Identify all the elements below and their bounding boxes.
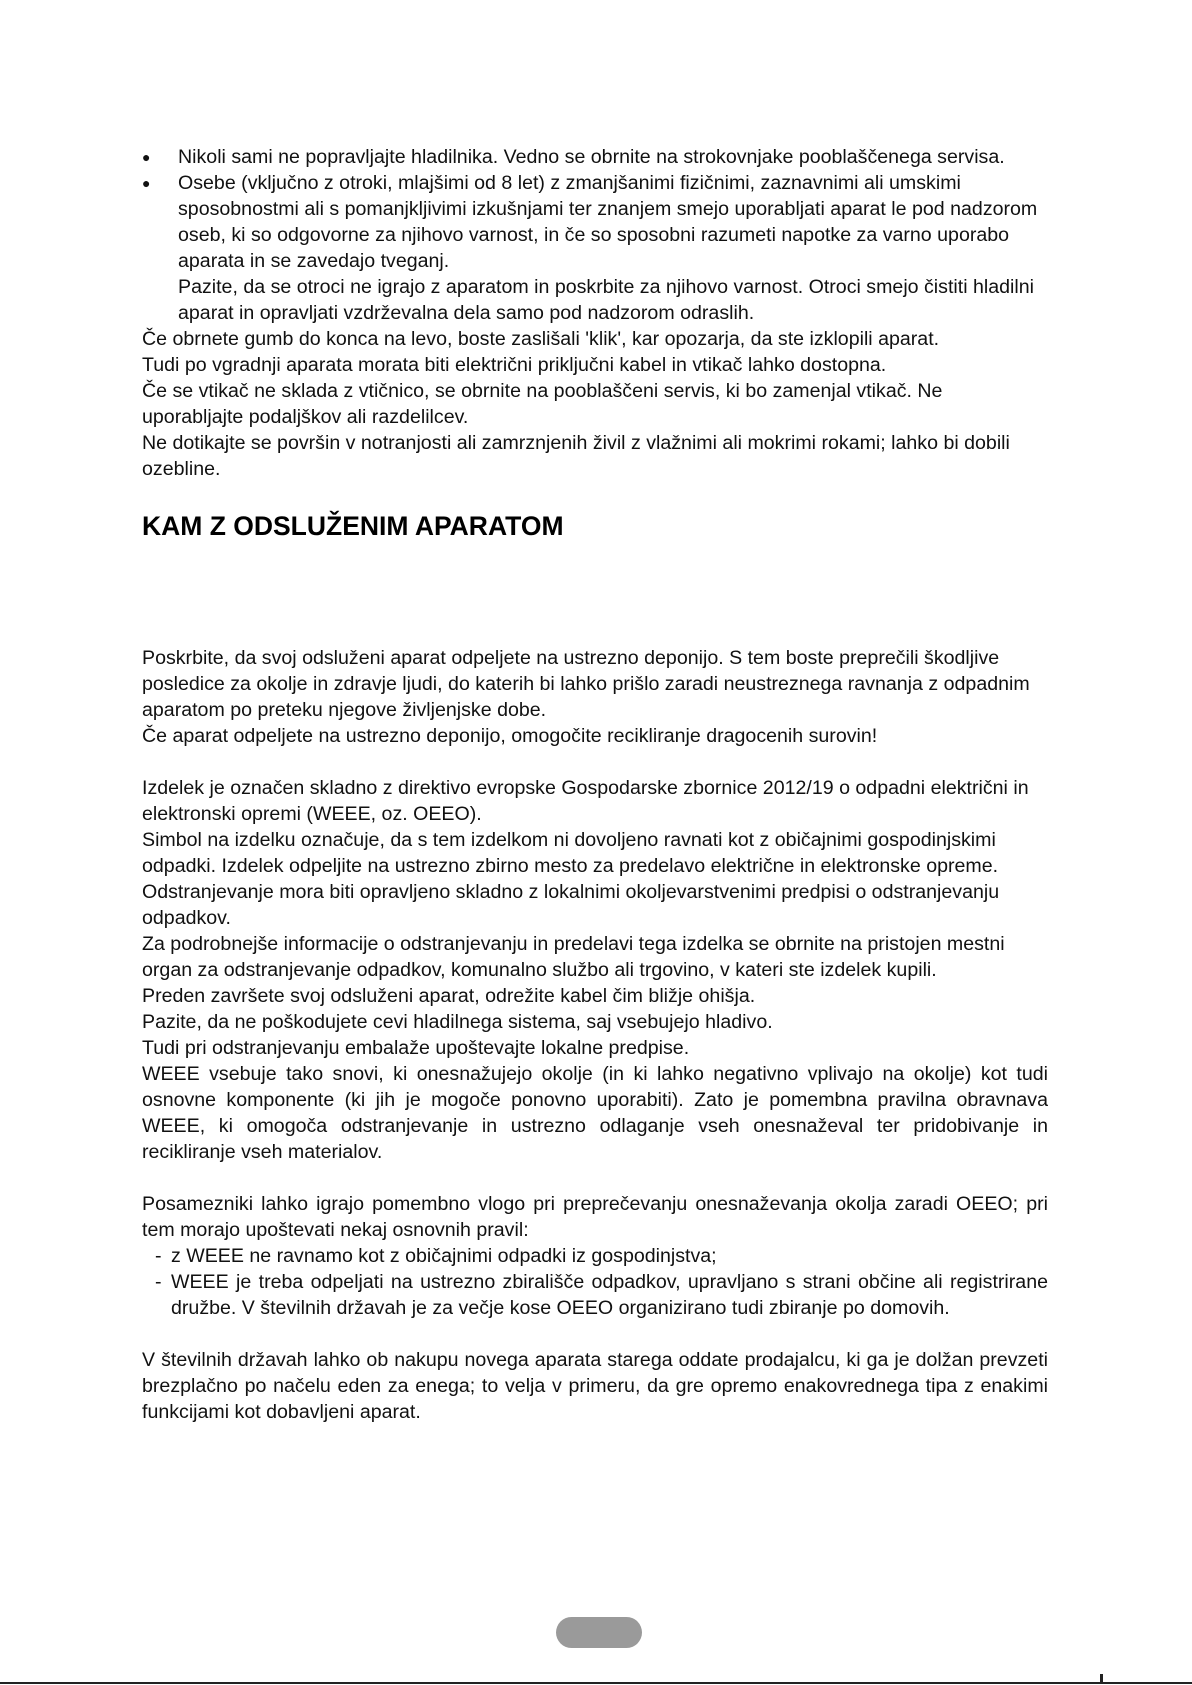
- spacer: [142, 1165, 1048, 1191]
- spacer: [142, 1321, 1048, 1347]
- rule-text: WEEE je treba odpeljati na ustrezno zbirališče odpadkov, upravljano s strani občine ali registrirane družbe. V številnih državah je za večje kose OEEO organizirano tudi zbiranje po domovih.: [171, 1271, 1048, 1319]
- bullet-text: Nikoli sami ne popravljajte hladilnika. Vedno se obrnite na strokovnjake pooblaščenega servisa.: [178, 146, 1005, 168]
- weee-paragraph: Tudi pri odstranjevanju embalaže upoštevajte lokalne predpise.: [142, 1037, 690, 1059]
- weee-contains-paragraph: WEEE vsebuje tako snovi, ki onesnažujejo okolje (in ki lahko negativno vplivajo na okolje) kot tudi osnovne komponente (ki jih je mogoče ponovno uporabiti). Zato je pomembna pravilna obravnava WEEE, ki omogoča odstranjevanje in ustrezno odlaganje vseh onesnaževal ter pridobivanje in recikliranje vseh materialov.: [142, 1063, 1048, 1163]
- disposal-section: [142, 645, 1048, 1425]
- weee-paragraph: Izdelek je označen skladno z direktivo evropske Gospodarske zbornice 2012/19 o odpadni električni in elektronski opremi (WEEE, oz. OEEO).: [142, 777, 1029, 825]
- safety-line: Ne dotikajte se površin v notranjosti ali zamrznjenih živil z vlažnimi ali mokrimi rokami; lahko bi dobili ozebline.: [142, 432, 1010, 480]
- corner-crop-mark: [1100, 1674, 1103, 1682]
- footer-divider: [0, 1682, 1192, 1684]
- rule-text: z WEEE ne ravnamo kot z običajnimi odpadki iz gospodinjstva;: [171, 1245, 717, 1267]
- rule-item: [142, 1243, 1048, 1269]
- bullet-item: [142, 170, 1048, 326]
- individuals-paragraph: Posamezniki lahko igrajo pomembno vlogo pri preprečevanju onesnaževanja okolja zaradi OEEO; pri tem morajo upoštevati nekaj osnovnih pravil:: [142, 1193, 1048, 1241]
- disposal-paragraph: Poskrbite, da svoj odsluženi aparat odpeljete na ustrezno deponijo. S tem boste preprečili škodljive posledice za okolje in zdravje ljudi, do katerih bi lahko prišlo zaradi neustreznega ravnanja z odpadnim aparatom po preteku njegove življenjske dobe.: [142, 647, 1030, 721]
- safety-bullet-list: [142, 144, 1048, 326]
- disposal-paragraph: Če aparat odpeljete na ustrezno deponijo, omogočite recikliranje dragocenih surovin!: [142, 725, 878, 747]
- weee-paragraph: Simbol na izdelku označuje, da s tem izdelkom ni dovoljeno ravnati kot z običajnimi gospodinjskimi odpadki. Izdelek odpeljite na ustrezno zbirno mesto za predelavo električne in elektronske opreme.: [142, 829, 999, 877]
- weee-paragraph: Za podrobnejše informacije o odstranjevanju in predelavi tega izdelka se obrnite na pristojen mestni organ za odstranjevanje odpadkov, komunalno službo ali trgovino, v kateri ste izdelek kupili.: [142, 933, 1005, 981]
- safety-line: Če se vtikač ne sklada z vtičnico, se obrnite na pooblaščeni servis, ki bo zamenjal vtikač. Ne uporabljajte podaljškov ali razdelilcev.: [142, 380, 943, 428]
- safety-line: Tudi po vgradnji aparata morata biti električni priključni kabel in vtikač lahko dostopna.: [142, 354, 887, 376]
- weee-paragraph: Pazite, da ne poškodujete cevi hladilnega sistema, saj vsebujejo hladivo.: [142, 1011, 773, 1033]
- closing-paragraph: V številnih državah lahko ob nakupu novega aparata starega oddate prodajalcu, ki ga je dolžan prevzeti brezplačno po načelu eden za enega; to velja v primeru, da gre opremo enakovrednega tipa z enakimi funkcijami kot dobavljeni aparat.: [142, 1349, 1048, 1423]
- safety-line: Če obrnete gumb do konca na levo, boste zaslišali 'klik', kar opozarja, da ste izklopili aparat.: [142, 328, 940, 350]
- bullet-text: Osebe (vključno z otroki, mlajšimi od 8 let) z zmanjšanimi fizičnimi, zaznavnimi ali umskimi sposobnostmi ali s pomanjkljivimi izkušnjami ter znanjem smejo uporabljati aparat le pod nadzorom oseb, ki so odgovorne za njihovo varnost, in če so sposobni razumeti napotke za varno uporabo aparata in se zavedajo tveganj.: [178, 172, 1038, 272]
- page-number-pill: [556, 1617, 642, 1648]
- weee-paragraph: Odstranjevanje mora biti opravljeno skladno z lokalnimi okoljevarstvenimi predpisi o odstranjevanju odpadkov.: [142, 881, 1000, 929]
- bullet-dot-icon: ●: [142, 149, 151, 165]
- weee-paragraph: Preden završete svoj odsluženi aparat, odrežite kabel čim bližje ohišja.: [142, 985, 756, 1007]
- rule-item: [142, 1269, 1048, 1321]
- document-body: [142, 144, 1048, 1425]
- spacer: [142, 749, 1048, 775]
- bullet-continuation: Pazite, da se otroci ne igrajo z aparatom in poskrbite za njihovo varnost. Otroci smejo čistiti hladilni aparat in opravljati vzdrževalna dela samo pod nadzorom odraslih.: [178, 276, 1034, 324]
- bullet-item: [142, 144, 1048, 170]
- bullet-dot-icon: ●: [142, 175, 151, 191]
- rules-list: [142, 1243, 1048, 1321]
- dash-icon: -: [155, 1271, 162, 1293]
- section-heading: KAM Z ODSLUŽENIM APARATOM: [142, 511, 564, 541]
- dash-icon: -: [155, 1245, 162, 1267]
